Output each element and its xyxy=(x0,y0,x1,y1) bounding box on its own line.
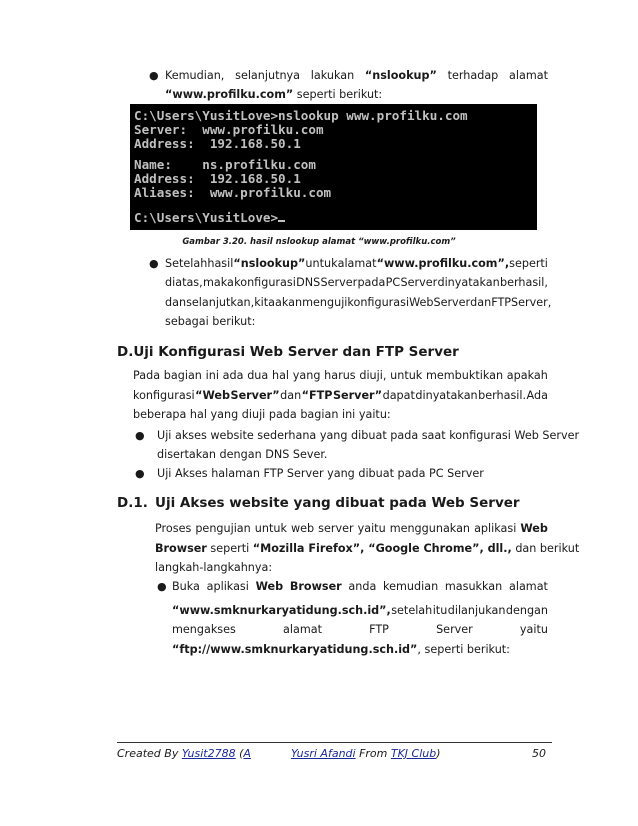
word: Pada xyxy=(133,369,161,382)
word: hal xyxy=(271,369,290,382)
section-d1-bullet-line4 xyxy=(172,643,510,657)
bullet-dot: ● xyxy=(149,69,159,82)
word: masukkan xyxy=(444,580,503,593)
section-d-para-line1 xyxy=(133,369,548,383)
section-d-item1-line2: disertakan dengan DNS Sever. xyxy=(157,448,328,461)
word: seperti xyxy=(509,257,548,270)
word: web xyxy=(290,522,315,535)
word: kita xyxy=(254,296,276,309)
section-d-para-line3: beberapa hal yang diuji pada bagian ini yaitu: xyxy=(133,408,391,421)
text: ( xyxy=(235,747,244,760)
bullet2-line4: sebagai berikut: xyxy=(165,315,256,328)
section-d-item1-line1: Uji akses website sederhana yang dibuat pada saat konfigurasi Web Server xyxy=(157,429,580,442)
word: konfigurasi xyxy=(234,276,296,289)
bullet2-line3 xyxy=(165,296,552,310)
full-name-link[interactable]: Yusri Afandi xyxy=(290,747,356,760)
section-d1-para-line2 xyxy=(155,542,579,556)
word: apakah xyxy=(506,369,548,382)
word: anda xyxy=(348,580,377,593)
word: itu xyxy=(432,604,448,617)
word: DNS xyxy=(296,276,321,289)
word: Server” xyxy=(332,389,383,402)
text: From xyxy=(355,747,391,760)
page-number: 50 xyxy=(532,747,546,760)
terminal-line: C:\Users\YusitLove>nslookup www.profilku.com xyxy=(134,108,468,123)
bullet1-line2 xyxy=(165,88,382,102)
word: yaitu xyxy=(519,623,548,636)
terminal-line: Address: 192.168.50.1 xyxy=(134,171,301,186)
word: untuk xyxy=(254,522,287,535)
word: lakukan xyxy=(310,69,355,82)
word: “nslookup” xyxy=(364,69,437,82)
word: dilanjukan xyxy=(447,604,506,617)
word: Browser xyxy=(289,580,342,593)
word: “www.profilku.com”, xyxy=(376,257,510,270)
word: “Web xyxy=(195,389,231,402)
word: Server xyxy=(436,623,473,636)
section-d1-bullet-line1 xyxy=(172,580,548,594)
word: Setelah xyxy=(165,257,208,270)
bullet-dot: ● xyxy=(135,429,145,442)
figure-caption: Gambar 3.20. hasil nslookup alamat “www.profilku.com” xyxy=(182,237,456,247)
word: alamat xyxy=(283,623,322,636)
word: dinyatakan xyxy=(437,276,500,289)
terminal-line: Server: www.profilku.com xyxy=(134,122,324,137)
word: Server xyxy=(433,296,471,309)
cursor-icon xyxy=(278,220,285,222)
word: Proses xyxy=(155,522,192,535)
section-d-para-line2 xyxy=(133,389,548,403)
word: menggunakan xyxy=(389,522,471,535)
word: selanjutnya xyxy=(235,69,301,82)
word: aplikasi xyxy=(474,522,517,535)
word: ada xyxy=(222,369,244,382)
bullet-dot: ● xyxy=(135,467,145,480)
footer-credit xyxy=(117,747,441,761)
text: seperti berikut: xyxy=(293,88,383,101)
word: pengujian xyxy=(195,522,251,535)
initial-link[interactable]: A xyxy=(243,747,251,760)
word: FTP xyxy=(491,296,512,309)
word: diatas, xyxy=(165,276,203,289)
bullet-dot: ● xyxy=(149,257,159,270)
club-link[interactable]: TKJ Club xyxy=(390,747,437,760)
word: terhadap xyxy=(447,69,499,82)
terminal-prompt-line xyxy=(134,211,285,225)
word: hasil xyxy=(207,257,234,270)
word: konfigurasi xyxy=(347,296,410,309)
word: dengan xyxy=(505,604,548,617)
word: membuktikan xyxy=(426,369,504,382)
section-number-d1: D.1. xyxy=(117,495,148,511)
bullet2-line1 xyxy=(165,257,548,271)
word: Web xyxy=(409,296,434,309)
word: Server, xyxy=(511,296,552,309)
text: dan berikut xyxy=(511,542,580,555)
word: dapat xyxy=(382,389,415,402)
bullet2-line2 xyxy=(165,276,548,290)
word: akan xyxy=(275,296,303,309)
section-heading-d: D.Uji Konfigurasi Web Server dan FTP Server xyxy=(117,344,459,360)
word: diuji, xyxy=(359,369,387,382)
word: untuk xyxy=(305,257,338,270)
word: pada xyxy=(357,276,386,289)
word: mengakses xyxy=(172,623,236,636)
word: FTP xyxy=(369,623,389,636)
bullet-dot: ● xyxy=(157,580,167,593)
terminal-screenshot xyxy=(130,104,537,230)
word: dinyatakan xyxy=(415,389,478,402)
word: dua xyxy=(247,369,269,382)
word: aplikasi xyxy=(206,580,249,593)
word: server xyxy=(318,522,354,535)
word: konfigurasi xyxy=(133,389,195,402)
terminal-line: Aliases: www.profilku.com xyxy=(134,185,332,200)
word: yang xyxy=(292,369,321,382)
word: alamat xyxy=(509,69,548,82)
word: Kemudian, xyxy=(165,69,225,82)
text: ) xyxy=(436,747,441,760)
word: yaitu xyxy=(357,522,386,535)
word: maka xyxy=(202,276,234,289)
word: selanjutkan, xyxy=(186,296,255,309)
word: harus xyxy=(324,369,356,382)
section-d-item2: Uji Akses halaman FTP Server yang dibuat pada PC Server xyxy=(157,467,484,480)
word: alamat xyxy=(337,257,377,270)
word: Web xyxy=(255,580,284,593)
word: dan xyxy=(165,296,187,309)
text: “Mozilla Firefox”, “Google Chrome”, dll., xyxy=(252,542,512,555)
footer-prefix: Created By xyxy=(117,747,182,760)
url-text: “ftp://www.smknurkaryatidung.sch.id” xyxy=(172,643,418,656)
word: “nslookup” xyxy=(233,257,306,270)
word: “www.smknurkaryatidung.sch.id”, xyxy=(172,604,391,617)
word: Web xyxy=(520,522,548,535)
author-link[interactable]: Yusit2788 xyxy=(181,747,236,760)
word: bagian xyxy=(163,369,202,382)
word: “FTP xyxy=(301,389,333,402)
word: alamat xyxy=(508,580,548,593)
word: PC xyxy=(385,276,401,289)
text: Browser xyxy=(155,542,207,555)
terminal-prompt: C:\Users\YusitLove> xyxy=(134,210,279,225)
word: kemudian xyxy=(383,580,439,593)
word: berhasil. xyxy=(478,389,527,402)
text: , seperti berikut: xyxy=(417,643,510,656)
word: Server xyxy=(320,276,358,289)
text: seperti xyxy=(206,542,253,555)
section-d1-para-line3: langkah-langkahnya: xyxy=(155,561,273,574)
url-text: “www.profilku.com” xyxy=(165,88,294,101)
word: Server” xyxy=(230,389,280,402)
section-d1-bullet-line2 xyxy=(172,604,548,618)
word: dan xyxy=(470,296,492,309)
word: Ada xyxy=(526,389,548,402)
word: setelah xyxy=(391,604,433,617)
section-heading-d1: Uji Akses website yang dibuat pada Web Server xyxy=(155,495,520,511)
terminal-line: Address: 192.168.50.1 xyxy=(134,136,301,151)
word: dan xyxy=(280,389,302,402)
word: ini xyxy=(205,369,219,382)
word: Buka xyxy=(172,580,200,593)
section-d1-bullet-line3 xyxy=(172,623,548,637)
section-d1-para-line1 xyxy=(155,522,548,536)
footer-divider xyxy=(117,742,552,743)
word: untuk xyxy=(390,369,423,382)
word: Server xyxy=(400,276,438,289)
word: menguji xyxy=(302,296,348,309)
terminal-line: Name: ns.profilku.com xyxy=(134,157,316,172)
word: berhasil, xyxy=(500,276,548,289)
bullet1-line1 xyxy=(165,69,548,83)
